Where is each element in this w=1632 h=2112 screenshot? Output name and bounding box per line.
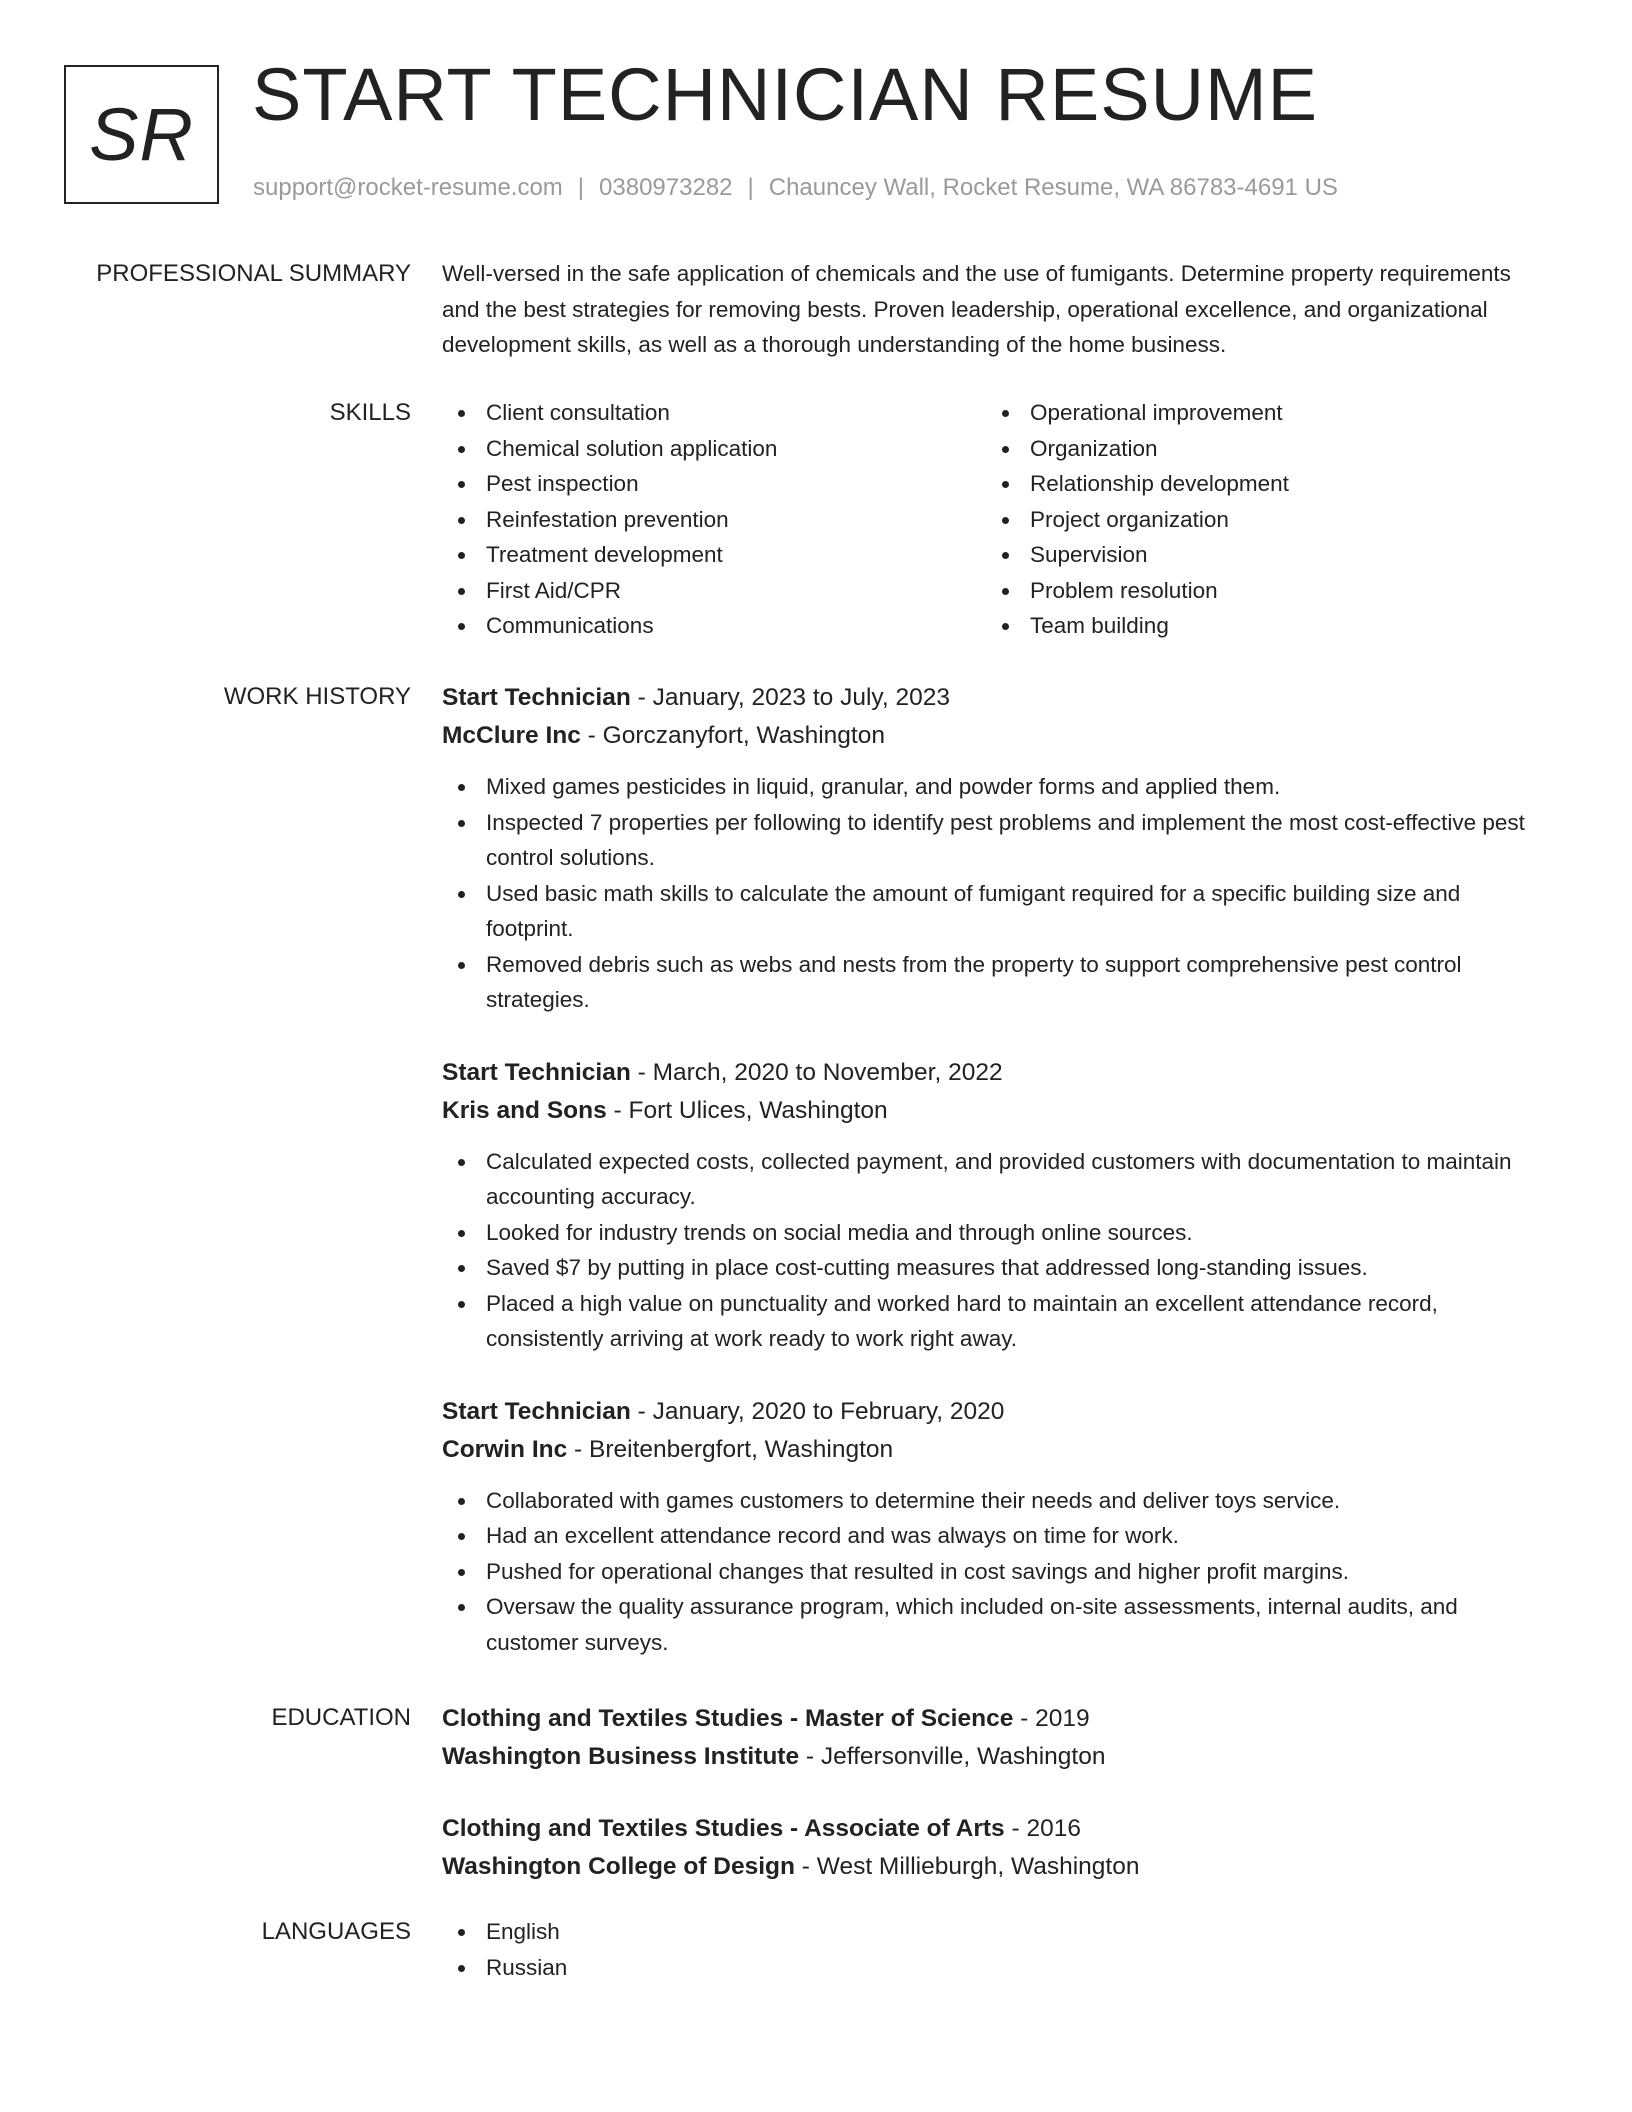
job-company: McClure Inc <box>442 722 581 749</box>
job-company: Corwin Inc <box>442 1435 568 1463</box>
job-dates: - January, 2023 to July, 2023 <box>630 684 950 711</box>
education-degree-line <box>442 1810 1550 1848</box>
job-company: Kris and Sons <box>442 1096 607 1124</box>
education-location: - Jeffersonville, Washington <box>799 1743 1106 1770</box>
education-degree: Clothing and Textiles Studies - Master of Science <box>442 1705 1014 1732</box>
list-item: First Aid/CPR <box>442 573 986 609</box>
list-item: Used basic math skills to calculate the amount of fumigant required for a specific building size and footprint. <box>442 876 1550 947</box>
list-item: Had an excellent attendance record and was always on time for work. <box>442 1518 1550 1554</box>
job-duties-list <box>442 1483 1550 1661</box>
monogram-initials: SR <box>89 93 194 176</box>
job-title-line <box>442 679 1550 717</box>
summary-text: Well-versed in the safe application of chemicals and the use of fumigants. Determine property requirements and the best strategies for removing bests. Proven leadership, operational excellence, and organizational development skills, as well as a thorough understanding of the home business. <box>442 261 1511 357</box>
list-item: Pest inspection <box>442 466 986 502</box>
list-item: Mixed games pesticides in liquid, granular, and powder forms and applied them. <box>442 769 1550 805</box>
list-item: Inspected 7 properties per following to identify pest problems and implement the most cost-effective pest control solutions. <box>442 805 1550 876</box>
list-item: Chemical solution application <box>442 431 986 467</box>
job-duties-list <box>442 769 1550 1018</box>
job-title: Start Technician <box>442 1397 631 1425</box>
section-label: EDUCATION <box>271 1704 411 1731</box>
section-label: WORK HISTORY <box>223 683 411 710</box>
section-body <box>442 679 1550 1696</box>
list-item: Collaborated with games customers to determine their needs and deliver toys service. <box>442 1483 1550 1519</box>
section-body <box>442 395 1550 644</box>
job-title: Start Technician <box>442 684 631 711</box>
list-item: Russian <box>442 1950 1550 1986</box>
education-entry <box>442 1700 1550 1776</box>
job-title-line <box>442 1054 1550 1092</box>
list-item: Placed a high value on punctuality and worked hard to maintain an excellent attendance record, consistently arriving at work ready to work right away. <box>442 1286 1550 1357</box>
contact-separator: | <box>747 174 754 201</box>
list-item: Client consultation <box>442 395 986 431</box>
contact-address: Chauncey Wall, Rocket Resume, WA 86783-4691 US <box>768 174 1338 201</box>
list-item: Relationship development <box>986 466 1530 502</box>
job-company-line <box>442 717 1550 755</box>
skills-list-right <box>986 395 1530 644</box>
skills-columns <box>442 395 1550 644</box>
resume-title: START TECHNICIAN RESUME <box>252 53 1319 136</box>
list-item: Project organization <box>986 502 1530 538</box>
education-degree: Clothing and Textiles Studies - Associate of Arts <box>442 1815 1005 1842</box>
list-item: Problem resolution <box>986 573 1530 609</box>
education-degree-line <box>442 1700 1550 1738</box>
job-duties-list <box>442 1144 1550 1357</box>
job-dates: - January, 2020 to February, 2020 <box>630 1397 1005 1425</box>
section-label: PROFESSIONAL SUMMARY <box>96 260 411 287</box>
job-title: Start Technician <box>442 1058 631 1086</box>
job-location: - Gorczanyfort, Washington <box>580 722 885 749</box>
section-body <box>442 1914 1550 1985</box>
education-school: Washington Business Institute <box>442 1743 800 1770</box>
education-entry <box>442 1810 1550 1886</box>
skills-list-left <box>442 395 986 644</box>
contact-phone: 0380973282 <box>599 174 733 201</box>
job-entry <box>442 679 1550 1018</box>
languages-list <box>442 1914 1550 1985</box>
contact-separator: | <box>577 174 585 201</box>
job-location: - Fort Ulices, Washington <box>606 1096 888 1124</box>
job-company-line <box>442 1431 1550 1469</box>
list-item: Communications <box>442 608 986 644</box>
job-entry <box>442 1054 1550 1357</box>
education-location: - West Millieburgh, Washington <box>794 1853 1140 1880</box>
list-item: Operational improvement <box>986 395 1530 431</box>
education-school: Washington College of Design <box>442 1853 795 1880</box>
job-entry <box>442 1393 1550 1661</box>
list-item: English <box>442 1914 1550 1950</box>
list-item: Organization <box>986 431 1530 467</box>
education-year: - 2016 <box>1004 1815 1081 1842</box>
list-item: Reinfestation prevention <box>442 502 986 538</box>
section-label: SKILLS <box>329 399 411 426</box>
section-body <box>442 256 1550 363</box>
section-label: LANGUAGES <box>261 1918 411 1945</box>
job-title-line <box>442 1393 1550 1431</box>
job-dates: - March, 2020 to November, 2022 <box>630 1058 1003 1086</box>
job-company-line <box>442 1092 1550 1130</box>
list-item: Supervision <box>986 537 1530 573</box>
section-body <box>442 1700 1550 1920</box>
list-item: Saved $7 by putting in place cost-cutting measures that addressed long-standing issues. <box>442 1250 1550 1286</box>
list-item: Pushed for operational changes that resulted in cost savings and higher profit margins. <box>442 1554 1550 1590</box>
list-item: Looked for industry trends on social media and through online sources. <box>442 1215 1550 1251</box>
contact-line <box>253 174 1338 202</box>
education-school-line <box>442 1738 1550 1776</box>
list-item: Oversaw the quality assurance program, which included on-site assessments, internal audits, and customer surveys. <box>442 1589 1550 1660</box>
list-item: Removed debris such as webs and nests from the property to support comprehensive pest control strategies. <box>442 947 1550 1018</box>
list-item: Calculated expected costs, collected payment, and provided customers with documentation to maintain accounting accuracy. <box>442 1144 1550 1215</box>
education-year: - 2019 <box>1013 1705 1090 1732</box>
monogram-badge <box>64 65 219 204</box>
job-location: - Breitenbergfort, Washington <box>567 1435 894 1463</box>
education-school-line <box>442 1848 1550 1886</box>
list-item: Treatment development <box>442 537 986 573</box>
list-item: Team building <box>986 608 1530 644</box>
contact-email: support@rocket-resume.com <box>253 174 563 201</box>
